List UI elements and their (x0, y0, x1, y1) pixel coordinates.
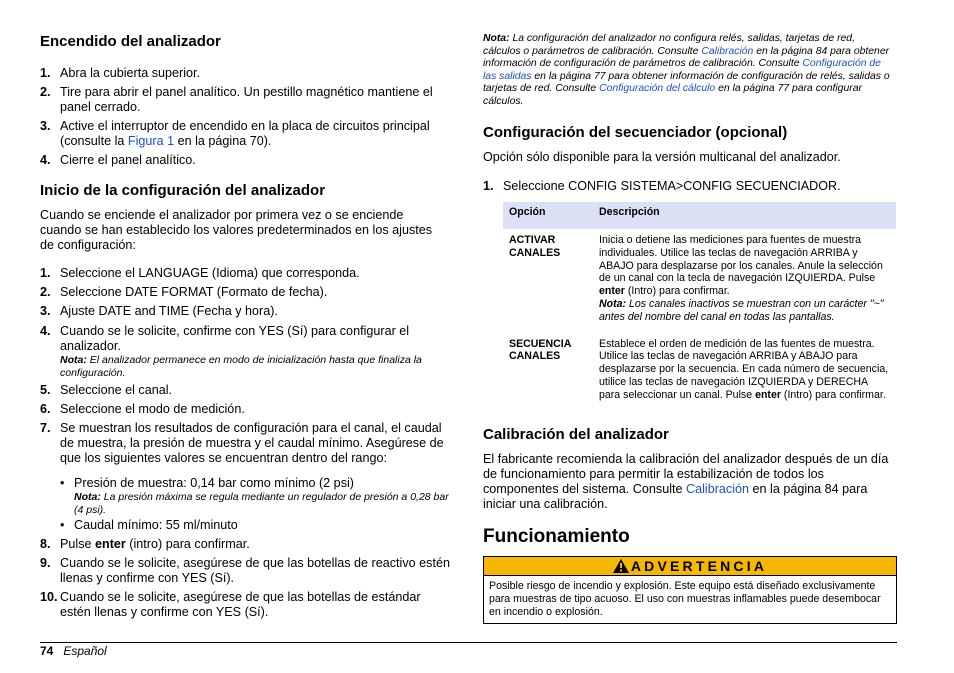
warning-header: ADVERTENCIA (484, 557, 896, 576)
warning-box (483, 556, 897, 624)
list-item: 7. Se muestran los resultados de configuración para el canal, el caudal de muestra, la presión de muestra y el caudal mínimo. Asegúrese de que los siguientes valores se encuentran dentro del rango: (40, 421, 444, 465)
option-description: Inicia o detiene las mediciones para fuentes de muestra individuales. Utilice las teclas de navegación ARRIBA y ABAJO para desplazarse por los canales. Anule la selección de un canal con la tecla de navegación IZQUIERDA. Pulse enter (Intro) para confirmar. Nota: Los canales inactivos se muestran con un carácter "~" antes del nombre del canal en todas las pantallas. (593, 229, 896, 332)
note: Nota: El analizador permanece en modo de inicialización hasta que finaliza la configuración. (60, 354, 422, 379)
section-title-calibration: Calibración del analizador (483, 426, 669, 443)
list-item: 5. Seleccione el canal. (40, 383, 173, 397)
table-row (503, 229, 896, 332)
section-intro: Opción sólo disponible para la versión multicanal del analizador. (483, 150, 841, 164)
list-item: 6. Seleccione el modo de medición. (40, 402, 245, 416)
page-number: 74 (40, 644, 54, 658)
sequencer-options-table (503, 202, 896, 411)
option-name: ACTIVAR CANALES (503, 229, 593, 332)
warning-triangle-icon (613, 559, 629, 573)
section-title-config-start: Inicio de la configuración del analizador (40, 182, 326, 199)
list-item: 1. Abra la cubierta superior. (40, 66, 201, 80)
footer-language: Español (63, 644, 107, 658)
warning-text: Posible riesgo de incendio y explosión. Este equipo está diseñado exclusivamente para muestras de tipo acuoso. El uso con muestras inflamables puede desembocar en incendio o explosión. (489, 580, 881, 618)
link-config-salidas[interactable]: Configuración de las salidas (483, 58, 881, 82)
list-item: 2. Seleccione DATE FORMAT (Formato de fecha). (40, 285, 328, 299)
option-name: SECUENCIA CANALES (503, 332, 593, 410)
link-calibracion[interactable]: Calibración (701, 45, 754, 57)
link-figure-1[interactable]: Figura 1 (127, 134, 175, 148)
list-item: 3. Ajuste DATE and TIME (Fecha y hora). (40, 304, 278, 318)
calibration-text: El fabricante recomienda la calibración del analizador después de un día de funcionamiento para permitir la estabilización de todos los componentes del sistema. Consulte Calibración en la página 84 para iniciar una calibración. (483, 452, 889, 511)
link-config-calculo[interactable]: Configuración del cálculo (599, 83, 716, 94)
table-header-option: Opción (503, 202, 593, 229)
page-footer (40, 644, 107, 658)
table-header-description: Descripción (593, 202, 896, 229)
bullet-item: • Presión de muestra: 0,14 bar como mínimo (2 psi) Nota: La presión máxima se regula mediante un regulador de presión a 0,28 bar (4 psi). (60, 476, 449, 516)
list-item: 8. Pulse enter (intro) para confirmar. (40, 537, 250, 551)
config-note: Nota: La configuración del analizador no configura relés, salidas, tarjetas de red, cálculos o parámetros de calibración. Consulte Calibración en la página 84 para obtener información de configuración de parámetros de calibración. Consulte Configuración de las salidas en la página 77 para obtener información de configuración de relés, salidas o tarjetas de red. Consulte Configuración del cálculo en la página 77 para configurar cálculos. (483, 33, 890, 107)
list-item: 2. Tire para abrir el panel analítico. Un pestillo magnético mantiene el panel cerrado. (40, 85, 433, 114)
section-title-operation: Funcionamiento (483, 526, 630, 547)
link-calibracion[interactable]: Calibración (686, 482, 750, 496)
table-row (503, 332, 896, 410)
list-item: 3. Active el interruptor de encendido en la placa de circuitos principal (consulte la Figura 1 en la página 70). (40, 119, 430, 148)
option-description: Establece el orden de medición de las fuentes de muestra. Utilice las teclas de navegación ARRIBA y ABAJO para desplazarse por la secuencia. En cada número de secuencia, utilice las teclas de navegación IZQUIERDA y DERECHA para seleccionar un canal. Pulse enter (Intro) para confirmar. (593, 332, 896, 410)
list-item: 4. Cuando se le solicite, confirme con YES (Sí) para configurar el analizador. Nota: El analizador permanece en modo de inicialización hasta que finaliza la configuración. (40, 324, 450, 379)
note: Nota: La presión máxima se regula mediante un regulador de presión a 0,28 bar (4 psi). (74, 491, 449, 516)
list-item: 1. Seleccione el LANGUAGE (Idioma) que corresponda. (40, 266, 360, 280)
section-title-power-on: Encendido del analizador (40, 33, 221, 50)
list-item: 10. Cuando se le solicite, asegúrese de que las botellas de estándar estén llenas y confirme con YES (Sí). (40, 590, 421, 619)
section-intro: Cuando se enciende el analizador por primera vez o se enciende cuando se han establecido los valores predeterminados en los ajustes de configuración: (40, 208, 433, 252)
list-item: 9. Cuando se le solicite, asegúrese de que las botellas de reactivo estén llenas y confirme con YES (Sí). (40, 556, 450, 585)
list-item: 4. Cierre el panel analítico. (40, 153, 196, 167)
bullet-item: • Caudal mínimo: 55 ml/minuto (60, 518, 238, 532)
section-title-sequencer: Configuración del secuenciador (opcional) (483, 124, 788, 141)
table-header-row (503, 202, 896, 229)
footer-divider (40, 642, 897, 643)
list-item: 1. Seleccione CONFIG SISTEMA>CONFIG SECUENCIADOR. (483, 179, 841, 193)
